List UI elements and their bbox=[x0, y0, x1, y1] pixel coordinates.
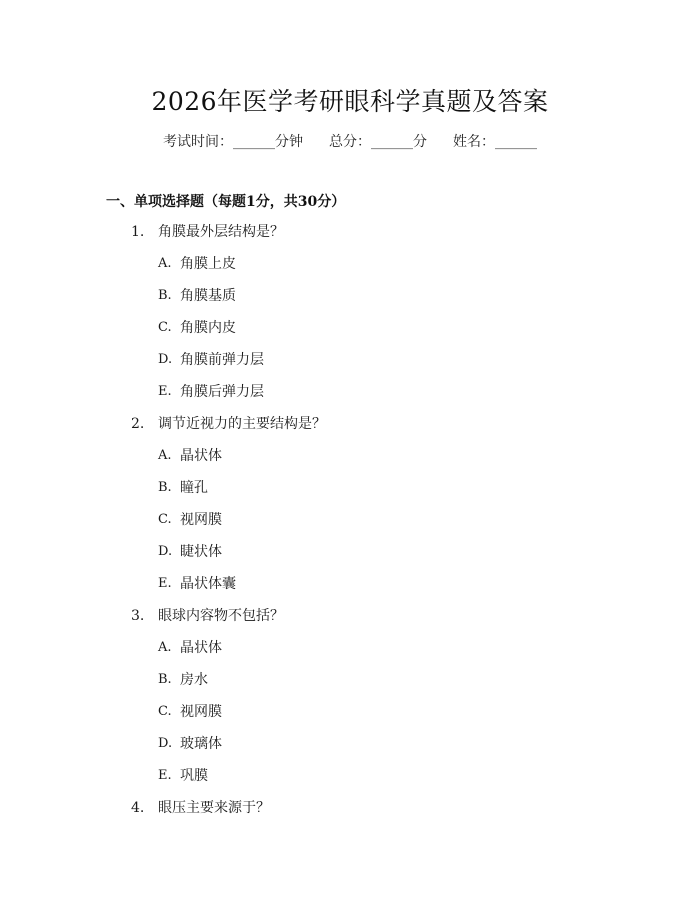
option-item bbox=[0, 734, 700, 766]
question-3 bbox=[0, 606, 700, 638]
option-item bbox=[0, 446, 700, 478]
question-number: 3. bbox=[131, 608, 145, 624]
exam-info-line bbox=[0, 131, 700, 151]
total-score-field: 总分：______分 bbox=[329, 134, 427, 150]
option-text: 角膜前弹力层 bbox=[180, 352, 264, 368]
option-text: 晶状体 bbox=[180, 448, 222, 464]
option-text: 视网膜 bbox=[180, 704, 222, 720]
option-letter: E. bbox=[158, 384, 172, 399]
question-text: 眼球内容物不包括？ bbox=[158, 608, 284, 624]
option-text: 角膜上皮 bbox=[180, 256, 236, 272]
option-letter: E. bbox=[158, 576, 172, 591]
question-2 bbox=[0, 414, 700, 446]
option-item bbox=[0, 574, 700, 606]
option-letter: B. bbox=[158, 480, 172, 495]
option-item bbox=[0, 638, 700, 670]
option-text: 晶状体 bbox=[180, 640, 222, 656]
option-letter: C. bbox=[158, 320, 172, 335]
option-text: 房水 bbox=[180, 672, 208, 688]
option-text: 睫状体 bbox=[180, 544, 222, 560]
option-item bbox=[0, 766, 700, 798]
option-letter: A. bbox=[158, 448, 172, 463]
section-heading: 一、单项选择题（每题1分，共30分） bbox=[106, 194, 346, 210]
option-text: 晶状体囊 bbox=[180, 576, 236, 592]
question-number: 2. bbox=[131, 416, 145, 432]
question-text: 角膜最外层结构是？ bbox=[158, 224, 284, 240]
question-number: 1. bbox=[131, 224, 145, 240]
option-item bbox=[0, 478, 700, 510]
name-field: 姓名：______ bbox=[453, 134, 537, 150]
question-text: 调节近视力的主要结构是？ bbox=[158, 416, 326, 432]
option-item bbox=[0, 286, 700, 318]
option-item bbox=[0, 382, 700, 414]
option-text: 巩膜 bbox=[180, 768, 208, 784]
option-text: 角膜内皮 bbox=[180, 320, 236, 336]
question-list bbox=[0, 222, 700, 830]
option-text: 角膜基质 bbox=[180, 288, 236, 304]
option-text: 角膜后弹力层 bbox=[180, 384, 264, 400]
document-title: 2026年医学考研眼科学真题及答案 bbox=[151, 87, 549, 116]
option-letter: C. bbox=[158, 704, 172, 719]
option-text: 玻璃体 bbox=[180, 736, 222, 752]
option-item bbox=[0, 670, 700, 702]
option-item bbox=[0, 702, 700, 734]
option-item bbox=[0, 542, 700, 574]
question-number: 4. bbox=[131, 800, 145, 816]
option-letter: D. bbox=[158, 736, 173, 751]
option-item bbox=[0, 318, 700, 350]
question-4 bbox=[0, 798, 700, 830]
option-item bbox=[0, 510, 700, 542]
option-letter: C. bbox=[158, 512, 172, 527]
option-text: 瞳孔 bbox=[180, 480, 208, 496]
option-letter: A. bbox=[158, 640, 172, 655]
option-letter: A. bbox=[158, 256, 172, 271]
option-letter: D. bbox=[158, 544, 173, 559]
option-letter: D. bbox=[158, 352, 173, 367]
exam-time-field: 考试时间：______分钟 bbox=[163, 134, 303, 150]
option-letter: B. bbox=[158, 288, 172, 303]
option-letter: B. bbox=[158, 672, 172, 687]
option-item bbox=[0, 254, 700, 286]
question-1 bbox=[0, 222, 700, 254]
question-text: 眼压主要来源于？ bbox=[158, 800, 270, 816]
option-text: 视网膜 bbox=[180, 512, 222, 528]
option-item bbox=[0, 350, 700, 382]
option-letter: E. bbox=[158, 768, 172, 783]
